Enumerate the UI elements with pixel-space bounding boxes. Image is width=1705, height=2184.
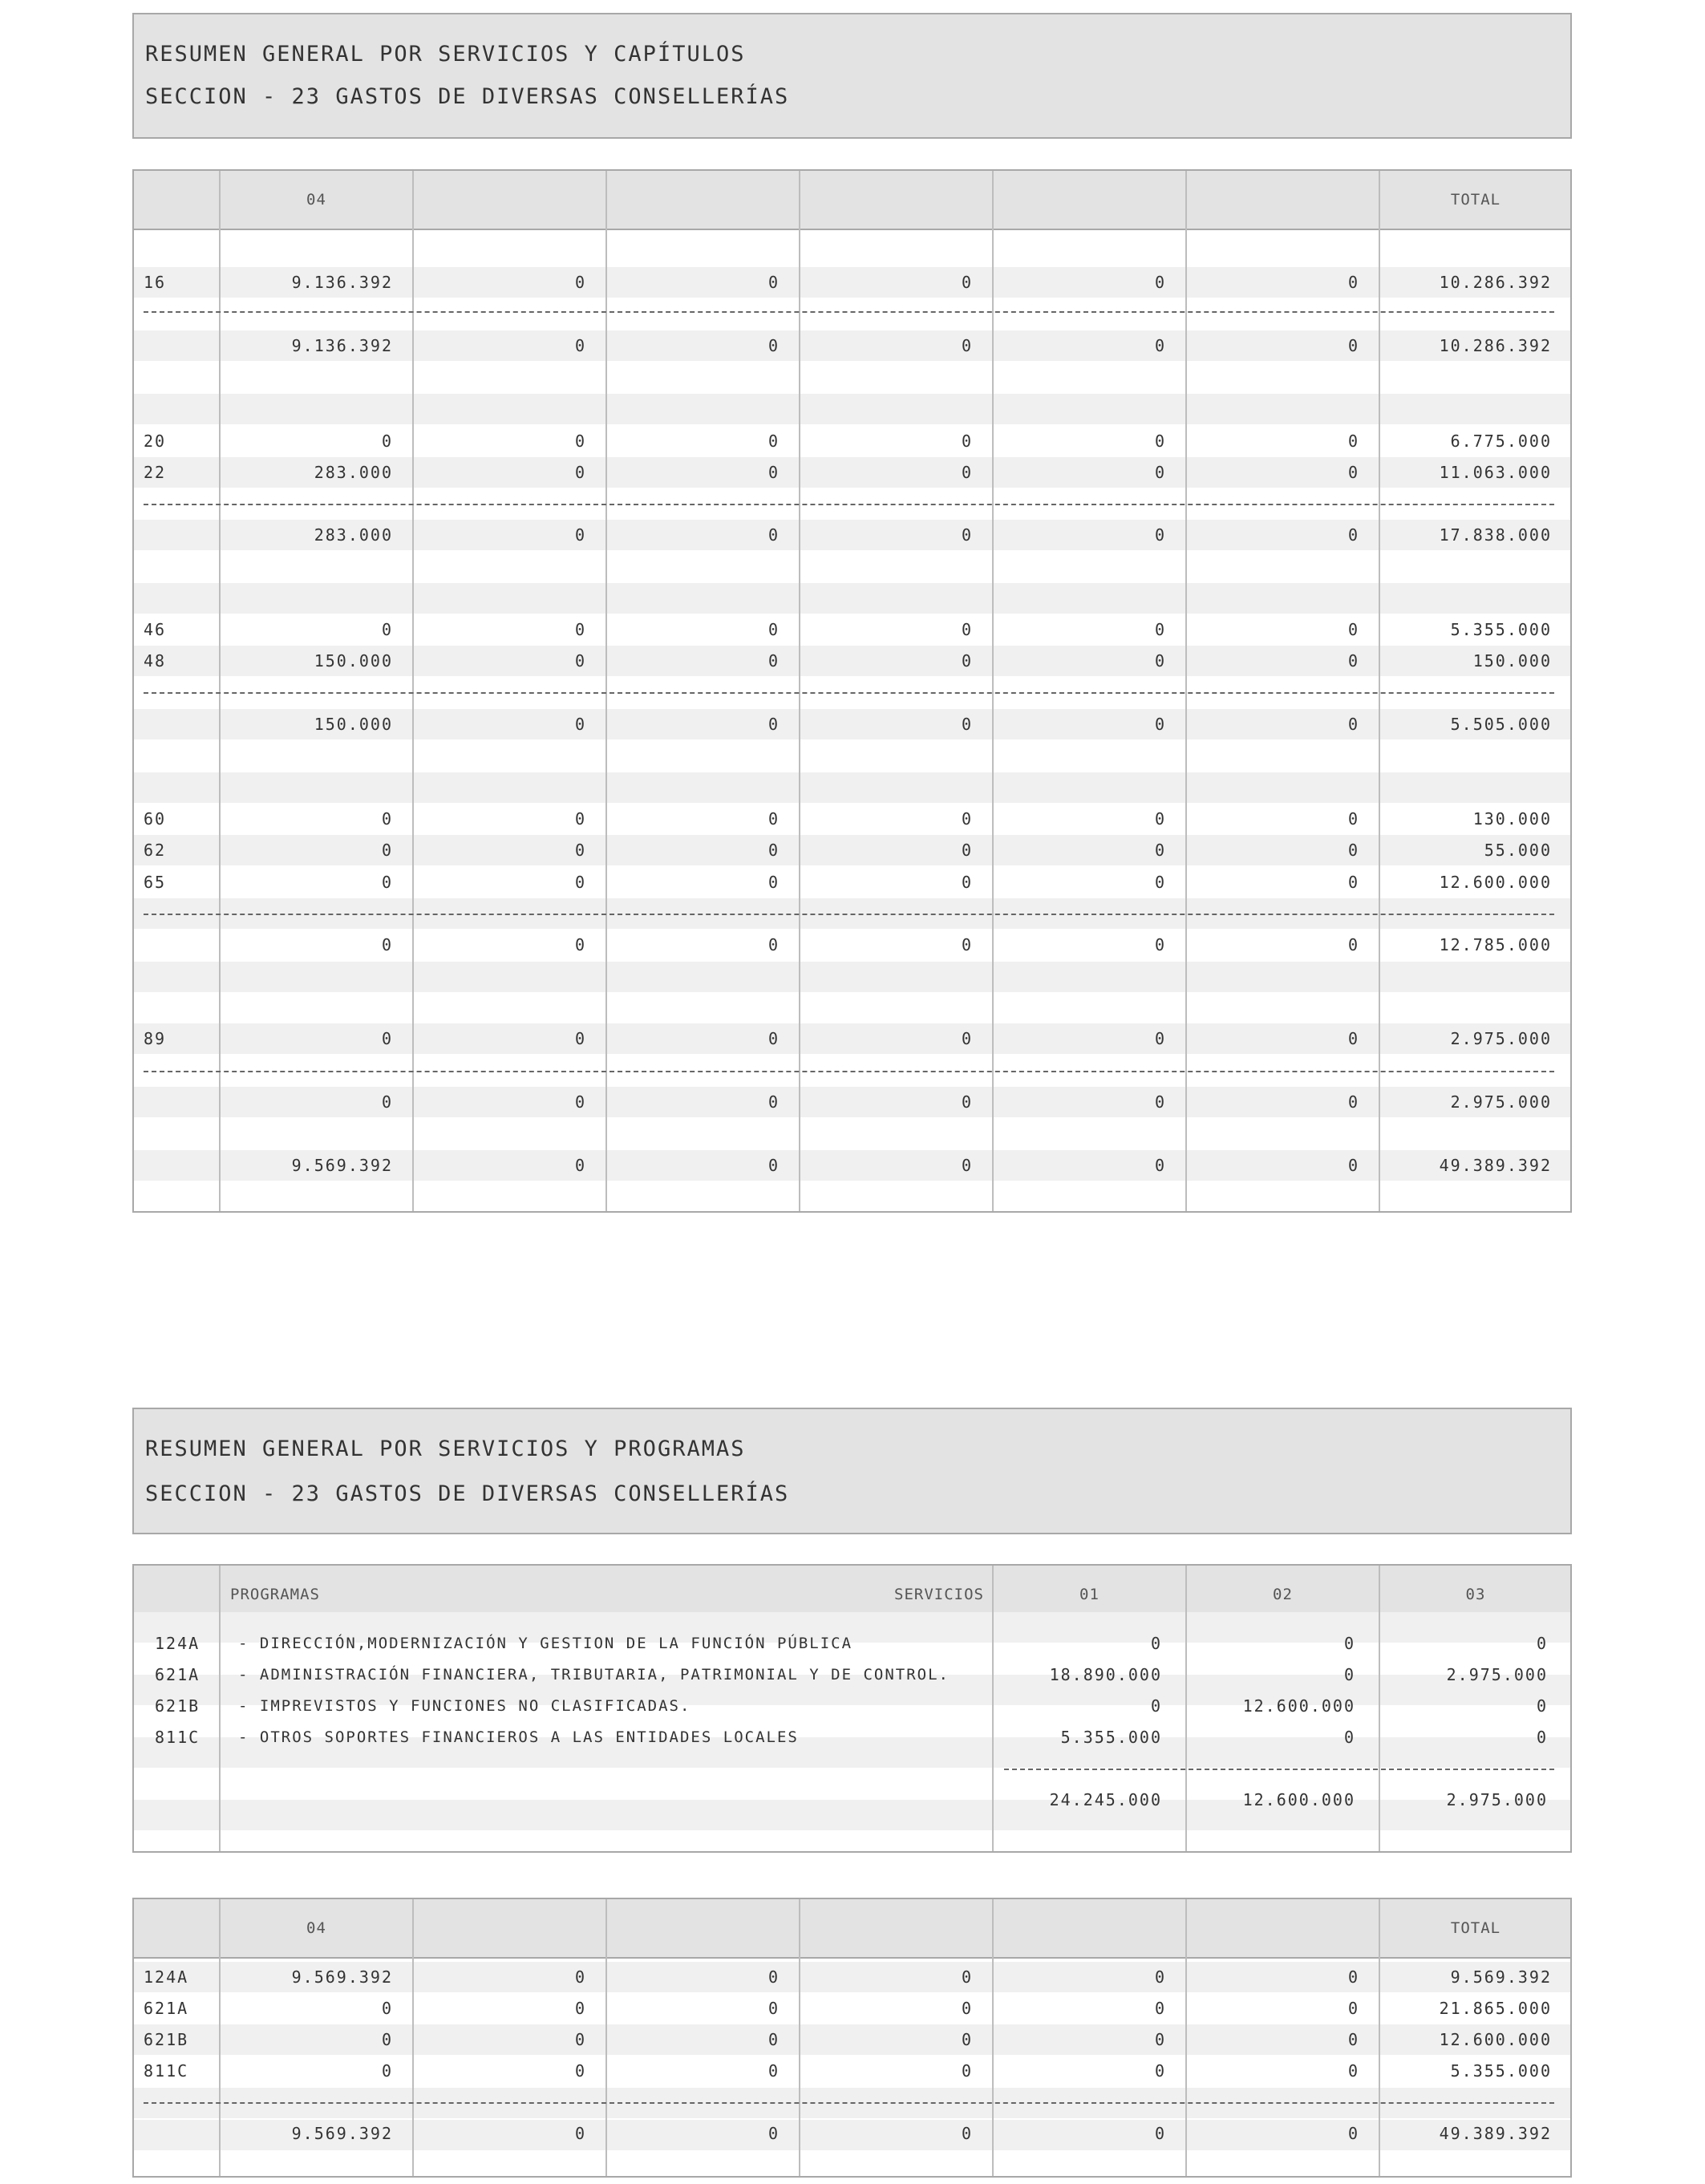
column-header	[413, 171, 606, 229]
table-cell: 0	[381, 2061, 393, 2081]
table-cell: 0	[574, 463, 586, 482]
table-cell: 0	[574, 841, 586, 860]
table-cell: 5.355.000	[1060, 1728, 1162, 1747]
table-cell: 0	[767, 336, 780, 355]
table-cell: 0	[574, 1092, 586, 1112]
row-code: 621B	[144, 2030, 189, 2049]
table-cell: 0	[574, 809, 586, 829]
table-cell: 0	[381, 432, 393, 451]
column-header	[1186, 1899, 1379, 1957]
table-cell: 0	[1154, 651, 1166, 671]
table-cell: 0	[1154, 935, 1166, 954]
separator-line	[144, 504, 1554, 505]
column-divider	[219, 1899, 221, 2176]
table-cell: 0	[1347, 935, 1359, 954]
separator-line	[144, 914, 1554, 915]
column-header: TOTAL	[1450, 1919, 1501, 1937]
report-header-programas	[132, 1408, 1572, 1534]
table-cell: 0	[767, 841, 780, 860]
table-cell: 0	[961, 273, 973, 292]
row-code: 811C	[144, 2061, 189, 2081]
table-cell: 9.569.392	[291, 1156, 393, 1175]
table-cell: 0	[574, 336, 586, 355]
table-cell: 10.286.392	[1439, 336, 1552, 355]
table-cell: 11.063.000	[1439, 463, 1552, 482]
section-title: SECCION - 23 GASTOS DE DIVERSAS CONSELLERÍAS	[145, 84, 790, 109]
table-cell: 18.890.000	[1049, 1665, 1162, 1684]
table-cell: 0	[574, 2061, 586, 2081]
table-cell: 0	[1154, 841, 1166, 860]
column-header: 01	[1079, 1586, 1100, 1603]
table-cell: 0	[961, 841, 973, 860]
table-cell: 12.600.000	[1439, 2030, 1552, 2049]
table-cell: 21.865.000	[1439, 1999, 1552, 2018]
program-code: 621B	[155, 1696, 200, 1716]
row-code: 20	[144, 432, 167, 451]
table-cell: 0	[1347, 525, 1359, 545]
capitulos-table	[132, 169, 1572, 1213]
table-cell: 5.355.000	[1450, 2061, 1552, 2081]
table-cell: 0	[767, 525, 780, 545]
table-cell: 0	[1347, 336, 1359, 355]
column-divider	[1185, 1899, 1187, 2176]
table-cell: 0	[574, 525, 586, 545]
table-cell: 49.389.392	[1439, 1156, 1552, 1175]
column-header	[800, 171, 993, 229]
servicios-header: SERVICIOS	[894, 1586, 984, 1603]
table-cell: 0	[961, 651, 973, 671]
column-header: TOTAL	[1450, 191, 1501, 209]
table-cell: 0	[767, 2124, 780, 2143]
row-stripe	[134, 583, 1570, 614]
table-cell: 0	[961, 2030, 973, 2049]
program-code: 124A	[155, 1634, 200, 1653]
column-header	[800, 1899, 993, 1957]
table-cell: 9.136.392	[291, 273, 393, 292]
column-header	[606, 1899, 800, 1957]
table-cell: 0	[1154, 2030, 1166, 2049]
table-cell: 0	[767, 2030, 780, 2049]
table-cell: 0	[1536, 1634, 1548, 1653]
table-cell: 0	[961, 620, 973, 639]
table-cell: 0	[1154, 1967, 1166, 1987]
column-divider	[412, 171, 414, 1211]
table-cell: 0	[574, 273, 586, 292]
table-cell: 6.775.000	[1450, 432, 1552, 451]
table-cell: 0	[1536, 1728, 1548, 1747]
program-code: 621A	[155, 1665, 200, 1684]
table-cell: 0	[1343, 1634, 1355, 1653]
table-cell: 0	[1347, 1092, 1359, 1112]
table-cell: 0	[1154, 620, 1166, 639]
table-cell: 0	[381, 935, 393, 954]
row-code: 621A	[144, 1999, 189, 2018]
table-cell: 0	[961, 1029, 973, 1048]
table-cell: 2.975.000	[1446, 1665, 1548, 1684]
table-cell: 283.000	[314, 525, 393, 545]
report-header-capitulos	[132, 13, 1572, 139]
column-divider	[1379, 171, 1380, 1211]
table-cell: 0	[1347, 463, 1359, 482]
report-title: RESUMEN GENERAL POR SERVICIOS Y CAPÍTULOS	[145, 42, 746, 67]
table-cell: 0	[381, 1029, 393, 1048]
column-header: 03	[1465, 1586, 1486, 1603]
row-code: 89	[144, 1029, 167, 1048]
table-cell: 0	[767, 1092, 780, 1112]
table-cell: 0	[767, 1156, 780, 1175]
table-cell: 9.569.392	[1450, 1967, 1552, 1987]
total-cell: 12.600.000	[1242, 1790, 1355, 1809]
table-cell: 0	[1347, 841, 1359, 860]
table-cell: 55.000	[1484, 841, 1552, 860]
column-divider	[992, 1899, 994, 2176]
column-header	[993, 171, 1186, 229]
separator-line	[1004, 1769, 1554, 1770]
table-cell: 0	[961, 463, 973, 482]
table-cell: 0	[767, 1999, 780, 2018]
table-cell: 0	[1154, 1029, 1166, 1048]
row-stripe	[134, 962, 1570, 992]
table-cell: 0	[1347, 2061, 1359, 2081]
table-cell: 0	[1154, 2124, 1166, 2143]
table-cell: 9.136.392	[291, 336, 393, 355]
column-divider	[219, 1566, 221, 1851]
table-cell: 0	[1347, 651, 1359, 671]
table-cell: 0	[574, 432, 586, 451]
program-code: 811C	[155, 1728, 200, 1747]
table-cell: 0	[1347, 620, 1359, 639]
table-cell: 0	[1154, 1092, 1166, 1112]
program-description: - DIRECCIÓN,MODERNIZACIÓN Y GESTION DE LA FUNCIÓN PÚBLICA	[238, 1635, 853, 1652]
table-cell: 0	[1347, 873, 1359, 892]
table-cell: 49.389.392	[1439, 2124, 1552, 2143]
table-cell: 0	[1347, 273, 1359, 292]
table-cell: 0	[767, 273, 780, 292]
table-cell: 0	[381, 841, 393, 860]
program-description: - ADMINISTRACIÓN FINANCIERA, TRIBUTARIA, PATRIMONIAL Y DE CONTROL.	[238, 1666, 950, 1684]
table-cell: 2.975.000	[1450, 1092, 1552, 1112]
table-cell: 0	[574, 715, 586, 734]
table-cell: 0	[1154, 1156, 1166, 1175]
column-header	[413, 1899, 606, 1957]
column-header: 04	[306, 191, 326, 209]
row-code: 22	[144, 463, 167, 482]
table-cell: 283.000	[314, 463, 393, 482]
table-cell: 0	[1154, 336, 1166, 355]
table-cell: 0	[574, 620, 586, 639]
table-cell: 0	[381, 1092, 393, 1112]
table-cell: 17.838.000	[1439, 525, 1552, 545]
table-cell: 0	[961, 1999, 973, 2018]
column-header	[993, 1899, 1186, 1957]
table-cell: 0	[961, 1967, 973, 1987]
table-cell: 0	[767, 2061, 780, 2081]
table-cell: 0	[961, 2061, 973, 2081]
column-divider	[1379, 1899, 1380, 2176]
table-cell: 0	[767, 651, 780, 671]
table-cell: 12.785.000	[1439, 935, 1552, 954]
programas-header: PROGRAMAS	[230, 1586, 320, 1603]
table-cell: 0	[767, 935, 780, 954]
column-header: 04	[306, 1919, 326, 1937]
table-cell: 0	[767, 432, 780, 451]
table-cell: 0	[961, 2124, 973, 2143]
report-title: RESUMEN GENERAL POR SERVICIOS Y PROGRAMAS	[145, 1436, 746, 1461]
column-divider	[992, 171, 994, 1211]
table-cell: 10.286.392	[1439, 273, 1552, 292]
table-cell: 0	[767, 715, 780, 734]
table-cell: 0	[1154, 525, 1166, 545]
total-cell: 2.975.000	[1446, 1790, 1548, 1809]
section-title: SECCION - 23 GASTOS DE DIVERSAS CONSELLERÍAS	[145, 1481, 790, 1506]
column-header: 02	[1273, 1586, 1293, 1603]
separator-line	[144, 692, 1554, 694]
table-cell: 0	[574, 873, 586, 892]
table-cell: 0	[1154, 809, 1166, 829]
table-cell: 0	[767, 620, 780, 639]
table-cell: 0	[574, 1967, 586, 1987]
table-cell: 9.569.392	[291, 2124, 393, 2143]
table-cell: 0	[961, 935, 973, 954]
row-code: 48	[144, 651, 167, 671]
total-cell: 24.245.000	[1049, 1790, 1162, 1809]
table-cell: 0	[1536, 1696, 1548, 1716]
table-cell: 0	[961, 715, 973, 734]
row-code: 65	[144, 873, 167, 892]
program-description: - OTROS SOPORTES FINANCIEROS A LAS ENTIDADES LOCALES	[238, 1728, 799, 1746]
table-cell: 0	[1347, 809, 1359, 829]
table-cell: 0	[574, 2030, 586, 2049]
row-stripe	[134, 394, 1570, 424]
programas-servicios-table	[132, 1898, 1572, 2178]
column-header	[606, 171, 800, 229]
table-cell: 0	[1347, 2030, 1359, 2049]
table-cell: 0	[574, 1029, 586, 1048]
table-cell: 0	[381, 620, 393, 639]
table-cell: 150.000	[314, 715, 393, 734]
column-divider	[1185, 171, 1187, 1211]
table-cell: 0	[767, 809, 780, 829]
column-divider	[605, 171, 607, 1211]
table-cell: 0	[1347, 1156, 1359, 1175]
table-cell: 9.569.392	[291, 1967, 393, 1987]
table-cell: 12.600.000	[1242, 1696, 1355, 1716]
table-cell: 0	[1347, 1999, 1359, 2018]
row-code: 60	[144, 809, 167, 829]
table-cell: 0	[767, 1029, 780, 1048]
table-cell: 0	[574, 2124, 586, 2143]
table-cell: 0	[961, 336, 973, 355]
column-divider	[219, 171, 221, 1211]
table-cell: 0	[1347, 432, 1359, 451]
table-cell: 0	[961, 525, 973, 545]
table-cell: 0	[574, 935, 586, 954]
column-divider	[799, 1899, 800, 2176]
table-cell: 0	[1347, 715, 1359, 734]
table-cell: 0	[1347, 1967, 1359, 1987]
programas-table	[132, 1564, 1572, 1853]
table-cell: 0	[574, 1999, 586, 2018]
table-cell: 2.975.000	[1450, 1029, 1552, 1048]
table-cell: 150.000	[1472, 651, 1552, 671]
table-cell: 0	[1154, 2061, 1166, 2081]
table-cell: 0	[1154, 873, 1166, 892]
column-divider	[605, 1899, 607, 2176]
table-cell: 0	[1154, 463, 1166, 482]
table-cell: 0	[1343, 1728, 1355, 1747]
table-cell: 5.505.000	[1450, 715, 1552, 734]
table-cell: 0	[1150, 1696, 1162, 1716]
row-code: 46	[144, 620, 167, 639]
table-cell: 0	[574, 1156, 586, 1175]
table-cell: 0	[574, 651, 586, 671]
table-cell: 150.000	[314, 651, 393, 671]
separator-line	[144, 2102, 1554, 2104]
table-cell: 0	[1154, 715, 1166, 734]
table-cell: 0	[961, 809, 973, 829]
table-cell: 0	[767, 873, 780, 892]
table-cell: 0	[381, 2030, 393, 2049]
table-cell: 0	[961, 1092, 973, 1112]
column-header	[1186, 171, 1379, 229]
separator-line	[144, 1071, 1554, 1072]
table-cell: 12.600.000	[1439, 873, 1552, 892]
table-cell: 0	[381, 873, 393, 892]
table-cell: 0	[961, 1156, 973, 1175]
table-cell: 0	[381, 1999, 393, 2018]
separator-line	[144, 311, 1554, 313]
table-cell: 0	[767, 1967, 780, 1987]
row-stripe	[134, 772, 1570, 803]
table-cell: 5.355.000	[1450, 620, 1552, 639]
table-cell: 0	[1347, 2124, 1359, 2143]
row-code: 62	[144, 841, 167, 860]
table-cell: 0	[1343, 1665, 1355, 1684]
table-cell: 0	[961, 873, 973, 892]
table-cell: 0	[1347, 1029, 1359, 1048]
table-cell: 0	[1154, 432, 1166, 451]
table-cell: 130.000	[1472, 809, 1552, 829]
table-cell: 0	[1150, 1634, 1162, 1653]
table-cell: 0	[381, 809, 393, 829]
table-cell: 0	[961, 432, 973, 451]
row-code: 124A	[144, 1967, 189, 1987]
table-cell: 0	[1154, 1999, 1166, 2018]
column-divider	[799, 171, 800, 1211]
row-code: 16	[144, 273, 167, 292]
program-description: - IMPREVISTOS Y FUNCIONES NO CLASIFICADAS.	[238, 1697, 691, 1715]
column-divider	[412, 1899, 414, 2176]
table-cell: 0	[1154, 273, 1166, 292]
table-cell: 0	[767, 463, 780, 482]
